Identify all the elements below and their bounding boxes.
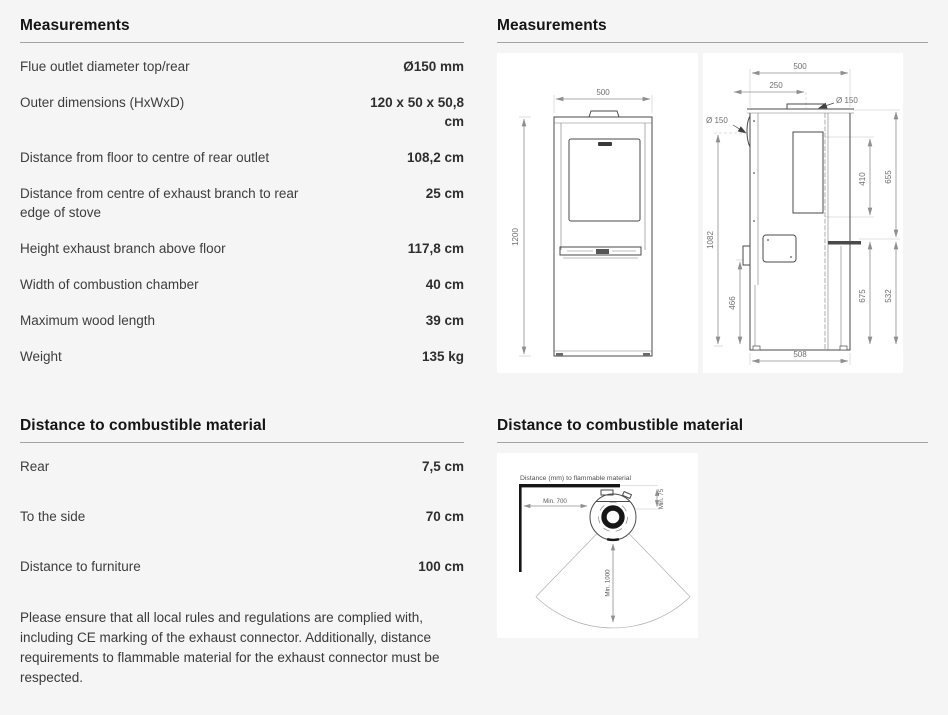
clearance-panel — [497, 453, 698, 638]
table-row — [20, 148, 464, 167]
dim-label-rear-flue: Ø 150 — [706, 116, 728, 125]
front-view-panel — [497, 53, 698, 373]
regulatory-note: Please ensure that all local rules and regulations are complied with, including CE marking of the exhaust connector. Additionally, distance requirements to flammable material for the exhaust connector must be respected. — [20, 610, 440, 685]
clearance-panel-row — [497, 453, 928, 638]
stove-foot — [840, 346, 847, 350]
table-row — [20, 275, 464, 294]
dim-label-front-height: 1200 — [511, 228, 520, 246]
front-shelf — [828, 241, 861, 245]
left-measurements-section — [20, 18, 464, 383]
right-measurements-section — [497, 18, 928, 373]
clearance-caption: Distance (mm) to flammable material — [520, 475, 632, 482]
spec-label: Weight — [20, 349, 62, 364]
stove-top-view — [590, 494, 636, 540]
drawing-panels — [497, 53, 928, 373]
spec-label: Distance from centre of exhaust branch to rear edge of stove — [20, 186, 299, 220]
dim-label-upper-section: 655 — [884, 170, 893, 184]
combustible-heading: Distance to combustible material — [497, 417, 744, 434]
table-row — [20, 184, 464, 222]
spec-value: 40 cm — [425, 277, 464, 292]
dim-label-flue-offset: 250 — [769, 81, 783, 90]
dim-label-rear-outlet-height: 1082 — [706, 231, 715, 249]
spec-label: Distance to furniture — [20, 559, 141, 574]
side-tab — [623, 492, 632, 499]
spec-value: 7,5 cm — [421, 459, 464, 474]
left-combustible-section — [20, 418, 464, 607]
brand-logo-mark — [598, 142, 612, 146]
spec-label: Width of combustion chamber — [20, 277, 199, 292]
spec-value: 70 cm — [425, 509, 464, 524]
table-row — [20, 57, 464, 76]
spec-label: Maximum wood length — [20, 313, 156, 328]
section-divider — [497, 442, 928, 443]
stove-foot — [556, 353, 563, 356]
spec-label: Rear — [20, 459, 50, 474]
stove-foot — [753, 346, 760, 350]
dim-label-lower-section: 675 — [858, 289, 867, 303]
spec-label: Outer dimensions (HxWxD) — [20, 95, 185, 110]
table-row — [20, 347, 464, 366]
spec-value: 100 cm — [418, 559, 464, 574]
spec-label: Flue outlet diameter top/rear — [20, 59, 190, 74]
side-window — [793, 132, 823, 213]
spec-value: 117,8 cm — [407, 241, 464, 256]
clearance-top-view-drawing — [497, 453, 698, 638]
table-row — [20, 457, 464, 476]
table-row — [20, 93, 464, 131]
section-divider — [20, 42, 464, 43]
wall-top — [519, 484, 620, 487]
stove-side-drawing — [703, 53, 903, 373]
flue-cap — [589, 111, 619, 117]
stove-side-outline — [750, 113, 850, 350]
dim-label-handle-height: 466 — [728, 296, 737, 310]
measurements-table — [20, 57, 464, 366]
dim-label-top-flue: Ø 150 — [836, 96, 858, 105]
clearance-side-label: Min. 700 — [543, 498, 567, 505]
table-row — [20, 239, 464, 258]
spec-value: Ø150 mm — [403, 59, 464, 74]
dim-label-base-section: 532 — [884, 289, 893, 303]
side-door-plate — [763, 235, 796, 262]
measurements-heading: Measurements — [497, 17, 607, 34]
wall-left — [519, 484, 522, 572]
dim-label-depth: 508 — [793, 350, 807, 359]
spec-value: 39 cm — [425, 313, 464, 328]
right-combustible-section — [497, 418, 928, 638]
dim-label-front-width: 500 — [596, 88, 610, 97]
stove-foot — [643, 353, 650, 356]
door-glass — [569, 139, 640, 221]
dim-label-side-width: 500 — [793, 62, 807, 71]
combustible-table — [20, 457, 464, 576]
spec-label: Height exhaust branch above floor — [20, 241, 226, 256]
handle-latch — [596, 249, 609, 254]
rear-handle-box — [743, 246, 750, 265]
clearance-rear-label: Min. 75 — [658, 488, 665, 510]
clearance-front-label: Min. 1000 — [604, 569, 612, 597]
door-front-mark — [607, 539, 619, 540]
spec-value: 120 x 50 x 50,8 cm — [370, 95, 464, 129]
spec-value: 135 kg — [421, 349, 464, 364]
measurements-heading: Measurements — [20, 17, 130, 34]
table-row — [20, 507, 464, 526]
table-row — [20, 311, 464, 330]
combustible-heading: Distance to combustible material — [20, 417, 267, 434]
spec-value: 108,2 cm — [406, 150, 464, 165]
flue-ring — [604, 508, 622, 526]
dim-label-window-height: 410 — [858, 172, 867, 186]
side-view-panel — [703, 53, 903, 373]
table-row — [20, 557, 464, 576]
spec-label: Distance from floor to centre of rear outlet — [20, 150, 270, 165]
spec-label: To the side — [20, 509, 86, 524]
section-divider — [497, 42, 928, 43]
stove-front-drawing — [497, 53, 698, 373]
spec-value: 25 cm — [425, 186, 464, 201]
section-divider — [20, 442, 464, 443]
